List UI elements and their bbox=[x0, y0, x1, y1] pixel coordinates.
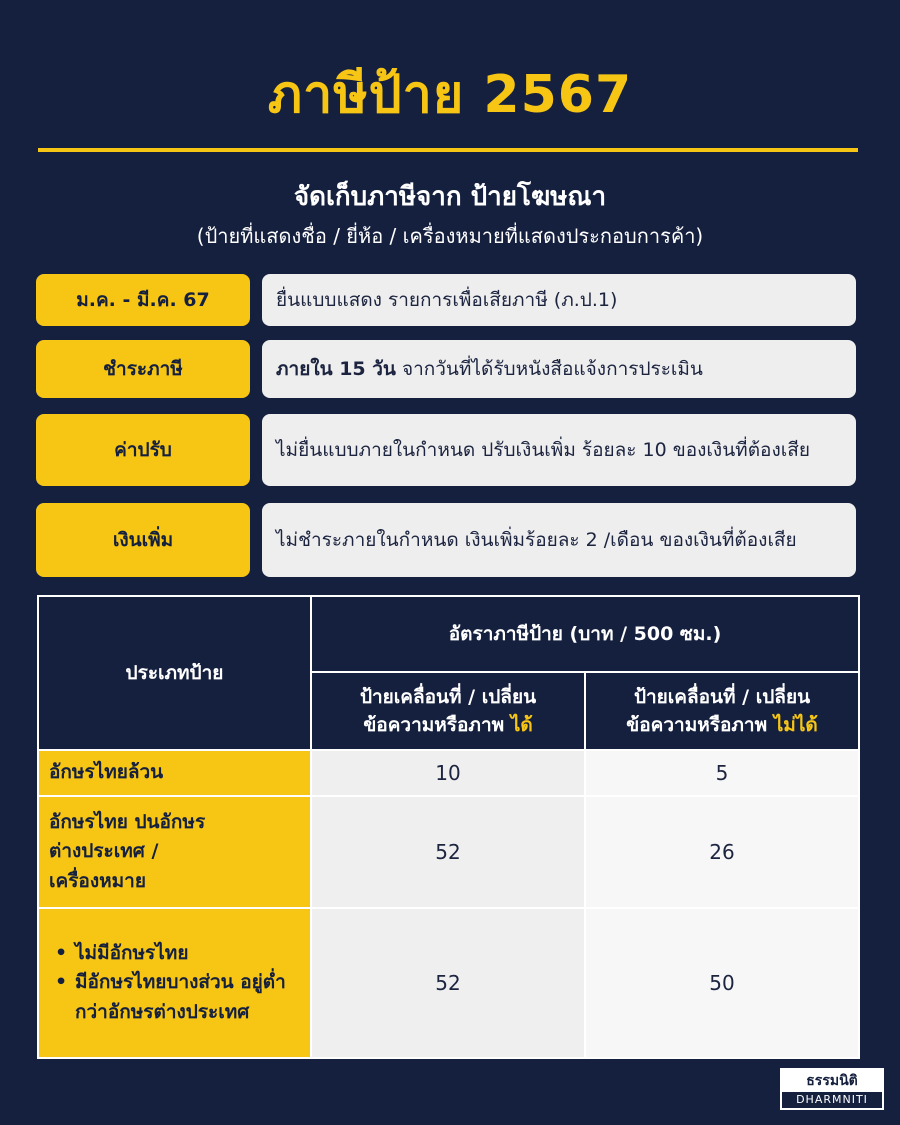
table-header-rate: อัตราภาษีป้าย (บาท / 500 ซม.) bbox=[311, 596, 859, 672]
list-item: • มีอักษรไทยบางส่วน อยู่ต่ำกว่าอักษรต่างประเทศ bbox=[49, 968, 300, 1027]
table-row-type-line: เครื่องหมาย bbox=[49, 869, 146, 892]
table-header-movable bbox=[311, 672, 585, 750]
info-text-surcharge: ไม่ชำระภายในกำหนด เงินเพิ่มร้อยละ 2 /เดือน ของเงินที่ต้องเสีย bbox=[262, 503, 856, 577]
table-cell-movable: 52 bbox=[311, 908, 585, 1058]
info-label-surcharge: เงินเพิ่ม bbox=[36, 503, 250, 577]
table-row bbox=[38, 796, 859, 908]
table-cell-fixed: 5 bbox=[585, 750, 859, 796]
table-header-movable-line1: ป้ายเคลื่อนที่ / เปลี่ยน bbox=[359, 685, 537, 708]
info-row-payment bbox=[36, 340, 856, 398]
table-cell-movable: 52 bbox=[311, 796, 585, 908]
section-subnote: (ป้ายที่แสดงชื่อ / ยี่ห้อ / เครื่องหมายที่แสดงประกอบการค้า) bbox=[196, 224, 704, 248]
table-header-movable-line2: ข้อความหรือภาพ bbox=[363, 714, 511, 736]
info-text-payment bbox=[262, 340, 856, 398]
table-row-type bbox=[38, 908, 311, 1058]
dharmniti-logo bbox=[780, 1068, 884, 1110]
table-row-type-line: อักษรไทย ปนอักษร bbox=[49, 810, 206, 833]
section-subtitle: จัดเก็บภาษีจาก ป้ายโฆษณา bbox=[293, 182, 607, 212]
info-label-filing: ม.ค. - มี.ค. 67 bbox=[36, 274, 250, 326]
table-header-fixed-highlight: ไม่ได้ bbox=[773, 714, 818, 736]
info-text-payment-rest: จากวันที่ได้รับหนังสือแจ้งการประเมิน bbox=[395, 357, 703, 380]
table-cell-movable: 10 bbox=[311, 750, 585, 796]
logo-thai-text: ธรรมนิติ bbox=[782, 1070, 882, 1092]
title-divider bbox=[38, 148, 858, 152]
logo-latin-text: DHARMNITI bbox=[796, 1093, 868, 1106]
table-header-type: ประเภทป้าย bbox=[38, 596, 311, 750]
table-header-fixed bbox=[585, 672, 859, 750]
table-row bbox=[38, 908, 859, 1058]
info-row-filing bbox=[36, 274, 856, 326]
info-row-surcharge bbox=[36, 503, 856, 577]
table-row bbox=[38, 750, 859, 796]
info-text-filing: ยื่นแบบแสดง รายการเพื่อเสียภาษี (ภ.ป.1) bbox=[262, 274, 856, 326]
tax-rate-table bbox=[37, 595, 860, 1059]
table-header-fixed-line2: ข้อความหรือภาพ bbox=[626, 714, 774, 736]
table-row-type bbox=[38, 796, 311, 908]
table-cell-fixed: 26 bbox=[585, 796, 859, 908]
table-row-type: อักษรไทยล้วน bbox=[38, 750, 311, 796]
info-label-penalty: ค่าปรับ bbox=[36, 414, 250, 486]
info-row-penalty bbox=[36, 414, 856, 486]
table-row-type-line: ต่างประเทศ / bbox=[49, 840, 159, 863]
info-label-payment: ชำระภาษี bbox=[36, 340, 250, 398]
info-text-payment-emphasis: ภายใน 15 วัน bbox=[276, 357, 396, 380]
table-header-fixed-line1: ป้ายเคลื่อนที่ / เปลี่ยน bbox=[633, 685, 811, 708]
page-title: ภาษีป้าย 2567 bbox=[267, 65, 633, 125]
table-cell-fixed: 50 bbox=[585, 908, 859, 1058]
list-item: • ไม่มีอักษรไทย bbox=[49, 939, 300, 968]
table-row-bullets bbox=[49, 939, 300, 1027]
table-header-movable-highlight: ได้ bbox=[510, 714, 533, 736]
info-text-penalty: ไม่ยื่นแบบภายในกำหนด ปรับเงินเพิ่ม ร้อยละ 10 ของเงินที่ต้องเสีย bbox=[262, 414, 856, 486]
